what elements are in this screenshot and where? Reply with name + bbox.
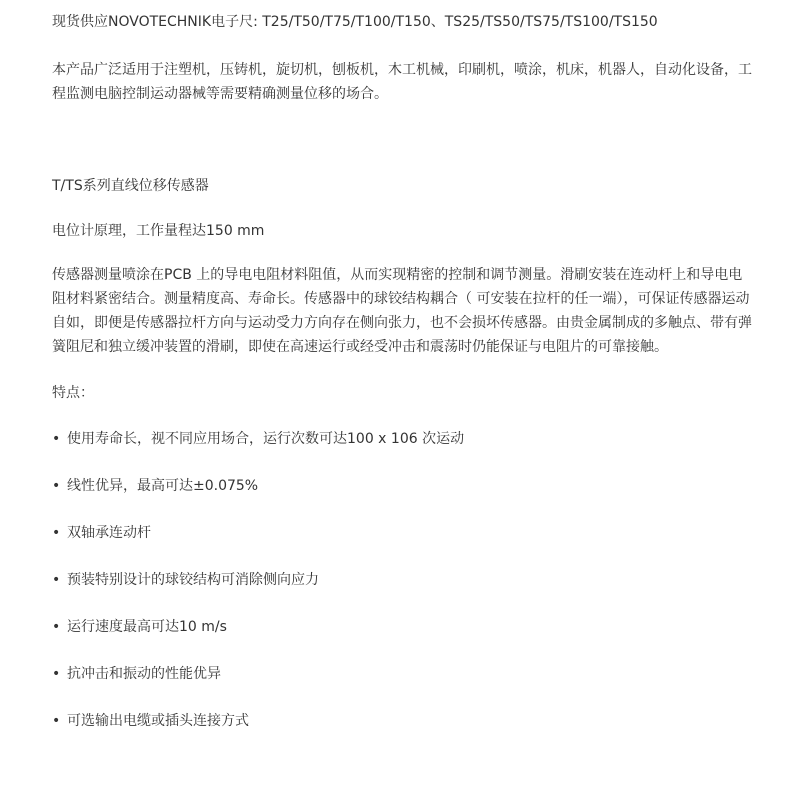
- feature-item: [52, 709, 754, 733]
- description-paragraph: 传感器测量喷涂在PCB 上的导电电阻材料阻值，从而实现精密的控制和调节测量。滑刷安装在连动杆上和导电电阻材料紧密结合。测量精度高、寿命长。传感器中的球铰结构耦合（ 可安装在拉杆的任一端），可保证传感器运动自如，即便是传感器拉杆方向与运动受力方向存在侧向张力，也不会损坏传感器。由贵金属制成的多触点、带有弹簧阻尼和独立缓冲装置的滑刷，即使在高速运行或经受冲击和震荡时仍能保证与电阻片的可靠接触。: [52, 267, 752, 355]
- series-title: T/TS系列直线位移传感器: [52, 178, 209, 194]
- feature-item: [52, 568, 754, 592]
- bullet-icon: •: [52, 666, 61, 682]
- principle-line: 电位计原理，工作量程达150 mm: [52, 223, 265, 239]
- bullet-icon: •: [52, 525, 61, 541]
- feature-item: [52, 521, 754, 545]
- feature-text: 运行速度最高可达10 m/s: [67, 619, 227, 635]
- feature-text: 可选输出电缆或插头连接方式: [67, 713, 249, 729]
- feature-text: 预装特别设计的球铰结构可消除侧向应力: [67, 572, 319, 588]
- features-list: [52, 427, 754, 733]
- applications-paragraph: 本产品广泛适用于注塑机，压铸机，旋切机，刨板机，木工机械，印刷机，喷涂，机床，机器人，自动化设备，工程监测电脑控制运动器械等需要精确测量位移的场合。: [52, 62, 752, 102]
- feature-text: 使用寿命长，视不同应用场合，运行次数可达100 x 106 次运动: [67, 431, 465, 447]
- bullet-icon: •: [52, 572, 61, 588]
- feature-text: 双轴承连动杆: [67, 525, 151, 541]
- feature-item: [52, 662, 754, 686]
- stock-line: 现货供应NOVOTECHNIK电子尺: T25/T50/T75/T100/T150、TS25/TS50/TS75/TS100/TS150: [52, 14, 658, 30]
- bullet-icon: •: [52, 431, 61, 447]
- bullet-icon: •: [52, 478, 61, 494]
- feature-item: [52, 427, 754, 451]
- feature-item: [52, 474, 754, 498]
- feature-text: 线性优异，最高可达±0.075%: [67, 478, 259, 494]
- feature-item: [52, 615, 754, 639]
- bullet-icon: •: [52, 619, 61, 635]
- bullet-icon: •: [52, 713, 61, 729]
- feature-text: 抗冲击和振动的性能优异: [67, 666, 221, 682]
- features-title: 特点：: [52, 385, 94, 401]
